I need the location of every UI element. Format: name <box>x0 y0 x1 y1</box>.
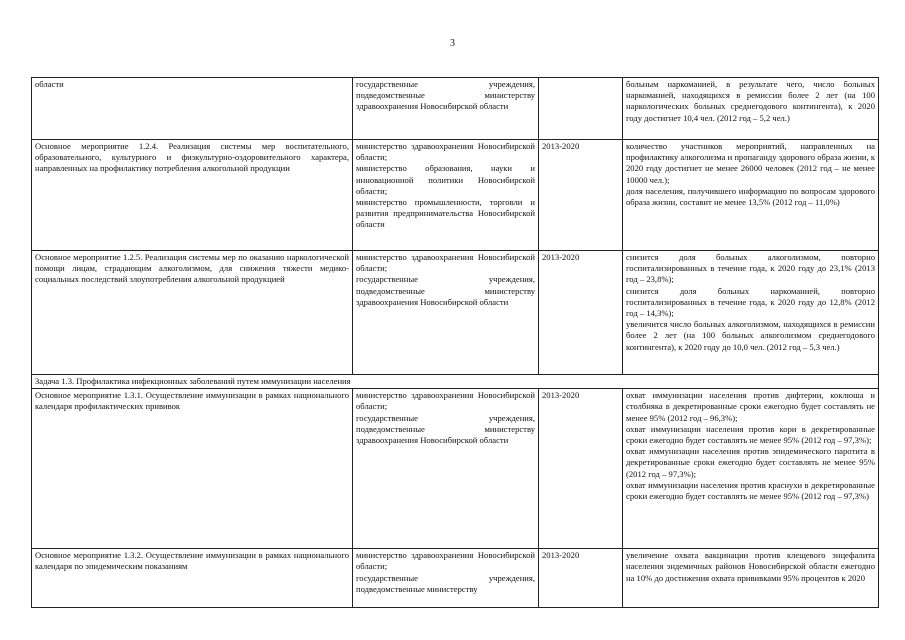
years-cell: 2013-2020 <box>539 549 623 608</box>
results-cell <box>623 389 879 549</box>
result-line: охват иммунизации населения против краснухи в декретированные сроки ежегодно будет составлять не менее 95% (2012 год – 97,3%) <box>626 479 875 502</box>
measure-cell: Основное мероприятие 1.3.1. Осуществление иммунизации в рамках национального календаря профилактических прививок <box>32 389 353 549</box>
years-cell: 2013-2020 <box>539 251 623 375</box>
years-cell: 2013-2020 <box>539 389 623 549</box>
executors-cell <box>353 251 539 375</box>
section-row <box>32 375 879 389</box>
result-line: снизится доля больных алкоголизмом, повторно госпитализированных в течение года, к 2020 году до 23,1% (2013 год – 23,8%); <box>626 252 875 285</box>
executor-line: государственные учреждения, подведомственные министерству здравоохранения Новосибирской области <box>356 79 535 112</box>
section-title: Задача 1.3. Профилактика инфекционных заболеваний путем иммунизации населения <box>32 375 879 389</box>
results-cell <box>623 78 879 140</box>
executors-cell <box>353 140 539 251</box>
result-line: доля населения, получившего информацию по вопросам здорового образа жизни, составит не менее 13,5% (2012 год – 11,0%) <box>626 185 875 208</box>
result-line: больным наркоманией, в результате чего, число больных наркоманией, находящихся в ремиссии более 2 лет (на 100 наркологических больных среднегодового контингента), к 2020 году достигнет 10,4 чел. (2012 год – 5,2 чел.) <box>626 79 875 123</box>
executors-cell <box>353 549 539 608</box>
executors-cell <box>353 78 539 140</box>
years-cell <box>539 78 623 140</box>
result-line: количество участников мероприятий, направленных на профилактику алкоголизма и пропаганду здорового образа жизни, к 2020 году достигнет не менее 26000 человек (2012 год – не менее 10000 чел.); <box>626 141 875 185</box>
results-cell <box>623 140 879 251</box>
years-cell: 2013-2020 <box>539 140 623 251</box>
executor-line: государственные учреждения, подведомственные министерству здравоохранения Новосибирской области <box>356 274 535 307</box>
result-line: снизится доля больных наркоманией, повторно госпитализированных в течение года, к 2020 году до 12,8% (2012 год – 14,3%); <box>626 285 875 319</box>
table-row <box>32 251 879 375</box>
executor-line: государственные учреждения, подведомственные министерству здравоохранения Новосибирской области <box>356 412 535 446</box>
measure-text: Основное мероприятие 1.3.2. Осуществление иммунизации в рамках национального календаря по эпидемическим показаниям <box>35 550 349 572</box>
executors-cell <box>353 389 539 549</box>
measures-table <box>31 77 879 608</box>
result-line: охват иммунизации населения против кори в декретированные сроки ежегодно будет составлять не менее 95% (2012 год – 97,3%); <box>626 423 875 446</box>
result-line: увеличится число больных алкоголизмом, находящихся в ремиссии более 2 лет (на 100 больных алкоголизмом среднегодового контингента), к 2020 году до 10,0 чел. (2012 год – 5,3 чел.) <box>626 319 875 352</box>
measure-cell: Основное мероприятие 1.2.5. Реализация системы мер по оказанию наркологической помощи лицам, страдающим алкоголизмом, для снижения тяжести медико-социальных последствий злоупотребления алкогольной продукцией <box>32 251 353 375</box>
measure-cell: области <box>32 78 353 140</box>
results-clip <box>626 550 875 606</box>
executor-line: министерство здравоохранения Новосибирской области; <box>356 550 535 572</box>
table-row <box>32 389 879 549</box>
page-number: 3 <box>450 38 455 49</box>
executor-line: государственные учреждения, подведомственные министерству <box>356 572 535 594</box>
table-row <box>32 140 879 251</box>
executors-clip <box>356 550 535 606</box>
executor-line: министерство здравоохранения Новосибирской области; <box>356 252 535 274</box>
measure-cell <box>32 549 353 608</box>
result-line: охват иммунизации населения против эпидемического паротита в декретированные сроки ежегодно будет составлять не менее 95% (2012 год – 97,3%); <box>626 446 875 479</box>
executor-line: министерство здравоохранения Новосибирской области; <box>356 141 535 163</box>
executor-line: министерство образования, науки и инновационной политики Новосибирской области; <box>356 163 535 196</box>
results-cell <box>623 251 879 375</box>
result-line: охват иммунизации населения против дифтерии, коклюша и столбняка в декретированные сроки ежегодно будет составлять не менее 95% (2012 год – 96,3%); <box>626 390 875 423</box>
measure-cell: Основное мероприятие 1.2.4. Реализация системы мер воспитательного, образовательного, культурного и физкультурно-оздоровительного характера, направленных на профилактику потребления алкогольной продукции <box>32 140 353 251</box>
table-row <box>32 78 879 140</box>
result-line: увеличение охвата вакцинации против клещевого энцефалита населения эндемичных районов Новосибирской области ежегодно на 10% до достижения охвата прививками 95% процентов к 2020 <box>626 550 875 583</box>
executor-line: министерство промышленности, торговли и развития предпринимательства Новосибирской области <box>356 197 535 230</box>
executor-line: министерство здравоохранения Новосибирской области; <box>356 390 535 412</box>
results-cell <box>623 549 879 608</box>
table-row <box>32 549 879 608</box>
